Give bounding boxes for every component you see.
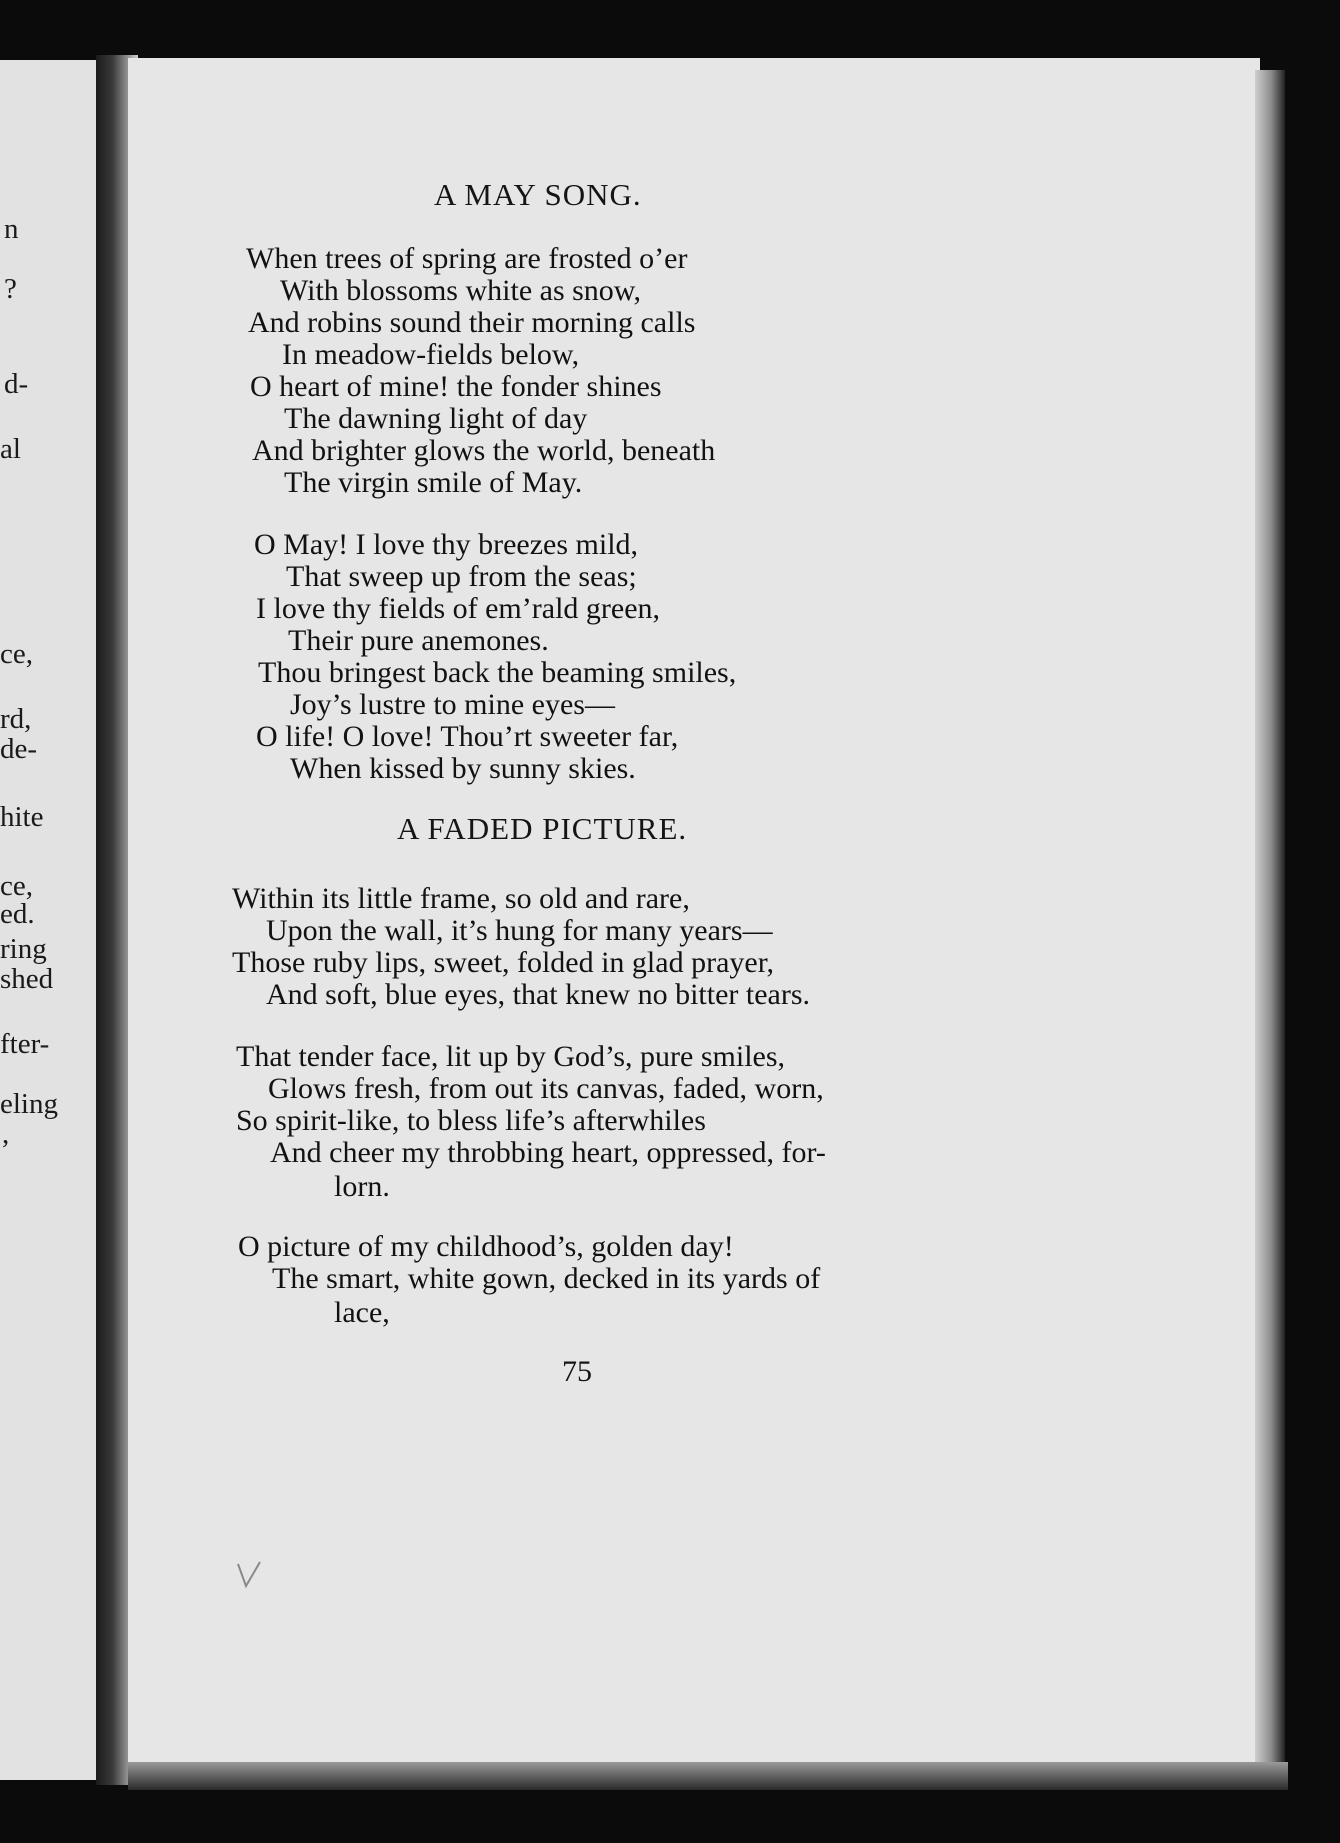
left-page-fragment: ce,	[0, 870, 33, 902]
poem-line: O May! I love thy breezes mild,	[254, 528, 639, 561]
poem-line: lorn.	[334, 1170, 390, 1203]
poem-line: And brighter glows the world, beneath	[252, 434, 716, 467]
poem-title: A MAY SONG.	[434, 177, 642, 212]
poem-line: Joy’s lustre to mine eyes—	[290, 688, 615, 721]
pencil-check-mark	[236, 1560, 264, 1590]
poem-line: Those ruby lips, sweet, folded in glad prayer,	[232, 946, 774, 979]
poem-line: In meadow-fields below,	[282, 338, 580, 371]
poem-line: Upon the wall, it’s hung for many years—	[266, 914, 773, 947]
poem-line: Glows fresh, from out its canvas, faded, worn,	[268, 1072, 824, 1105]
poem-line: Thou bringest back the beaming smiles,	[258, 656, 737, 689]
poem-line: When trees of spring are frosted o’er	[246, 242, 688, 275]
poem-line: The smart, white gown, decked in its yards of	[272, 1262, 821, 1295]
poem-title: A FADED PICTURE.	[397, 811, 688, 846]
poem-line: With blossoms white as snow,	[280, 274, 642, 307]
left-page-fragment: de-	[0, 733, 38, 765]
poem-line: When kissed by sunny skies.	[290, 752, 636, 785]
left-page-fragment: fter-	[0, 1028, 50, 1060]
poem-line: That sweep up from the seas;	[286, 560, 637, 593]
page-edge	[1255, 70, 1285, 1770]
left-page-fragment: ring	[0, 933, 47, 965]
left-page-fragment: ce,	[0, 638, 33, 670]
page-bottom-edge	[128, 1762, 1288, 1790]
left-page-fragment: ed.	[0, 898, 35, 930]
poem-line: lace,	[334, 1296, 390, 1329]
page-number: 75	[562, 1355, 592, 1388]
poem-line: O heart of mine! the fonder shines	[250, 370, 662, 403]
poem-line: So spirit-like, to bless life’s afterwhiles	[236, 1104, 706, 1137]
left-page-fragment: al	[0, 433, 21, 465]
poem-line: O picture of my childhood’s, golden day!	[238, 1230, 734, 1263]
poem-line: Their pure anemones.	[288, 624, 549, 657]
left-page-fragment: ,	[2, 1118, 10, 1150]
left-page-fragment: shed	[0, 963, 54, 995]
poem-line: And soft, blue eyes, that knew no bitter tears.	[266, 978, 811, 1011]
left-page-fragment: hite	[0, 801, 44, 833]
poem-line: I love thy fields of em’rald green,	[256, 592, 661, 625]
left-page-fragment: eling	[0, 1088, 58, 1120]
poem-line: The dawning light of day	[284, 402, 588, 435]
left-facing-page	[0, 60, 99, 1780]
poem-line: And cheer my throbbing heart, oppressed, for-	[270, 1136, 826, 1169]
poem-line: And robins sound their morning calls	[248, 306, 696, 339]
left-page-fragment: d-	[4, 368, 29, 400]
poem-line: The virgin smile of May.	[284, 466, 583, 499]
left-page-fragment: rd,	[0, 703, 32, 735]
poem-line: Within its little frame, so old and rare,	[232, 882, 690, 915]
left-page-fragment: n	[4, 213, 19, 245]
left-page-fragment: ?	[4, 273, 17, 305]
poem-line: That tender face, lit up by God’s, pure smiles,	[236, 1040, 786, 1073]
poem-line: O life! O love! Thou’rt sweeter far,	[256, 720, 679, 753]
